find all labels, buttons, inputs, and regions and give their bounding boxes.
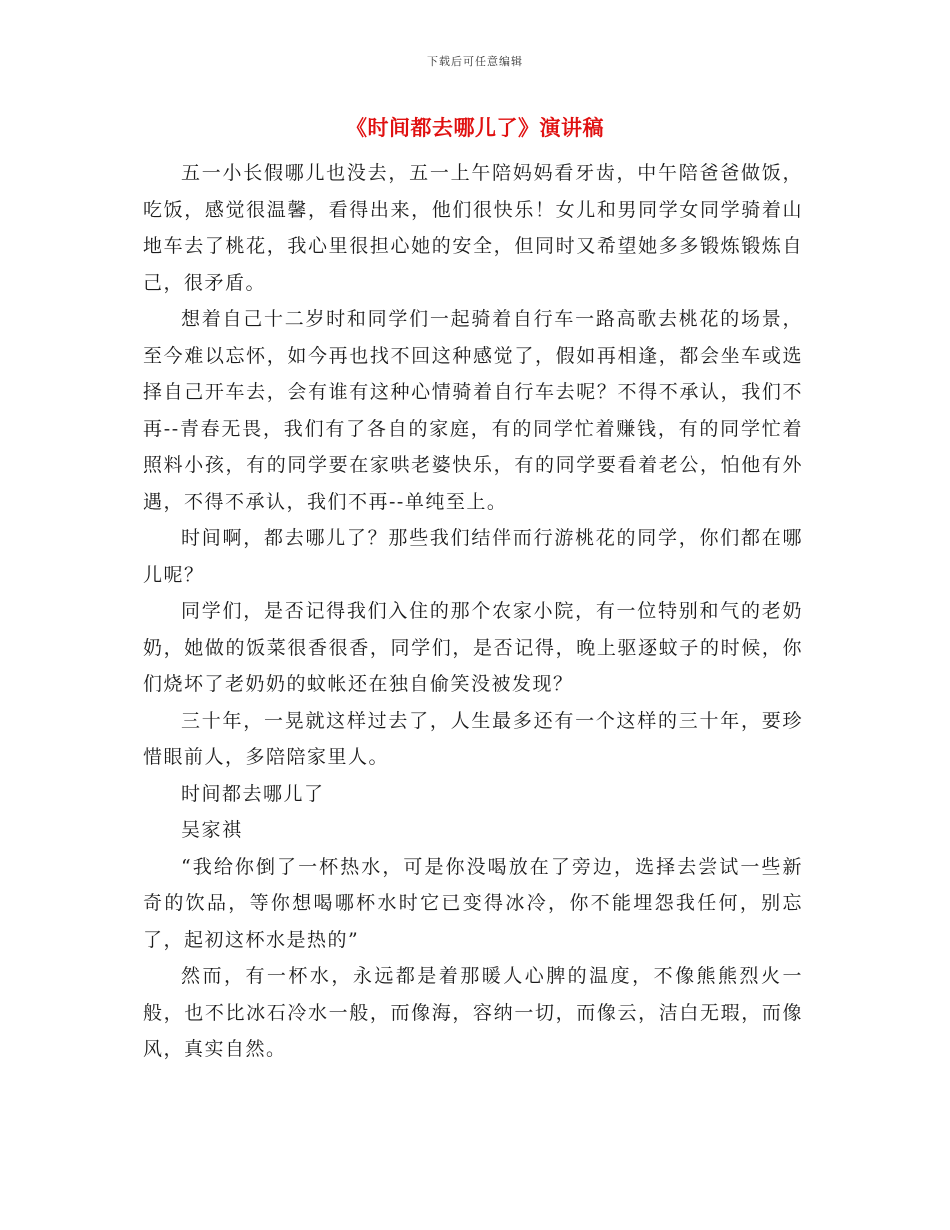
paragraph-5: 三十年，一晃就这样过去了，人生最多还有一个这样的三十年，要珍惜眼前人，多陪陪家里人。 [143, 709, 803, 768]
document-body [143, 155, 803, 1068]
author-line: 吴家祺 [181, 819, 243, 841]
document-title: 《时间都去哪儿了》演讲稿 [346, 116, 604, 140]
paragraph-closing: 然而，有一杯水，永远都是着那暖人心脾的温度，不像熊熊烈火一般，也不比冰石冷水一般，而像海，容纳一切，而像云，洁白无瑕，而像风，真实自然。 [143, 965, 803, 1060]
quote-paragraph: “我给你倒了一杯热水，可是你没喝放在了旁边，选择去尝试一些新奇的饮品，等你想喝哪杯水时它已变得冰冷，你不能埋怨我任何，别忘了，起初这杯水是热的” [143, 855, 803, 951]
subtitle-line: 时间都去哪儿了 [181, 782, 325, 805]
paragraph-1: 五一小长假哪儿也没去，五一上午陪妈妈看牙齿，中午陪爸爸做饭，吃饭，感觉很温馨，看得出来，他们很快乐！女儿和男同学女同学骑着山地车去了桃花，我心里很担心她的安全，但同时又希望她多多锻炼锻炼自己，很矛盾。 [143, 162, 803, 294]
paragraph-3: 时间啊，都去哪儿了？那些我们结伴而行游桃花的同学，你们都在哪儿呢？ [143, 527, 803, 586]
page-header-note: 下载后可任意编辑 [427, 55, 523, 68]
paragraph-4: 同学们，是否记得我们入住的那个农家小院，有一位特别和气的老奶奶，她做的饭菜很香很香，同学们，是否记得，晚上驱逐蚊子的时候，你们烧坏了老奶奶的蚊帐还在独自偷笑没被发现？ [143, 600, 803, 695]
paragraph-2: 想着自己十二岁时和同学们一起骑着自行车一路高歌去桃花的场景，至今难以忘怀，如今再也找不回这种感觉了，假如再相逢，都会坐车或选择自己开车去，会有谁有这种心情骑着自行车去呢？不得不承认，我们不再--青春无畏，我们有了各自的家庭，有的同学忙着赚钱，有的同学忙着照料小孩，有的同学要在家哄老婆快乐，有的同学要看着老公，怕他有外遇，不得不承认，我们不再--单纯至上。 [143, 308, 803, 513]
